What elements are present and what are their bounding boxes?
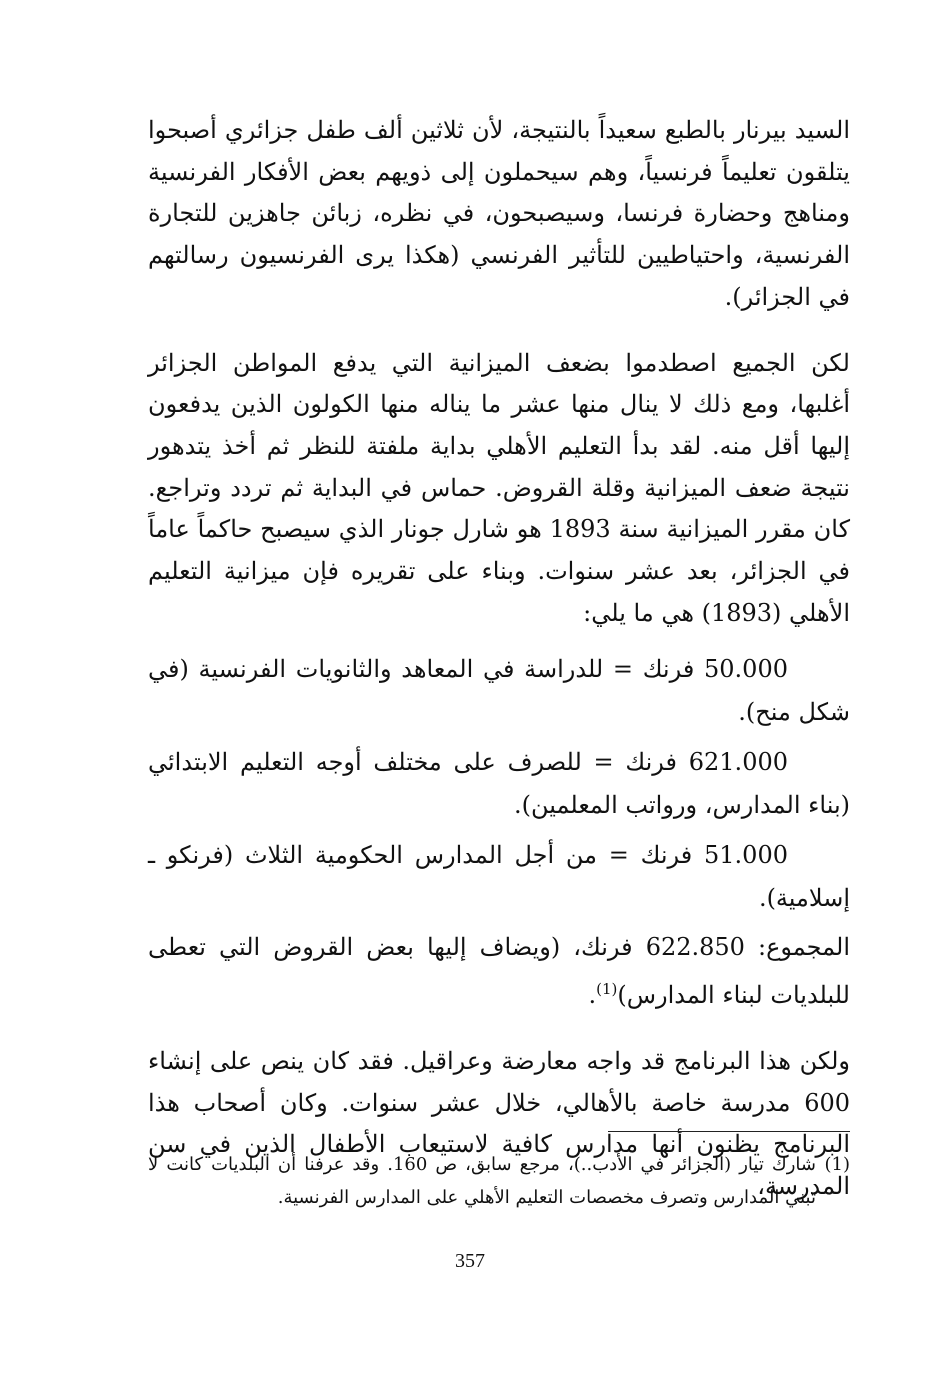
footnote-reference: (1)	[596, 980, 618, 999]
budget-item-scholarships: 50.000 فرنك = للدراسة في المعاهد والثانويات الفرنسية (في شكل منح).	[148, 655, 850, 727]
footnote-text: شارك تيار (الجزائر في الأدب..)، مرجع سابق، ص 160. وقد عرفنا أن البلديات كانت لا تبني المدارس وتصرف مخصصات التعليم الأهلي على المدارس الفرنسية.	[148, 1154, 816, 1208]
budget-total	[148, 927, 850, 1016]
footnote-separator	[608, 1131, 850, 1132]
budget-total-end: .	[588, 981, 597, 1010]
budget-total-text: المجموع: 622.850 فرنك، (ويضاف إليها بعض القروض التي تعطى للبلديات لبناء المدارس)	[148, 933, 851, 1010]
paragraph-budget-weakness: لكن الجميع اصطدموا بضعف الميزانية التي يدفع المواطن الجزائر أغلبها، ومع ذلك لا ينال منها عشر ما يناله منها الكولون الذين يدفعون إليها أقل منه. لقد بدأ التعليم الأهلي بداية ملفتة للنظر ثم أخذ يتدهور نتيجة ضعف الميزانية وقلة القروض. حماس في البداية ثم تردد وتراجع. كان مقرر الميزانية سنة 1893 هو شارل جونار الذي سيصبح حاكماً عاماً في الجزائر، بعد عشر سنوات. وبناء على تقريره فإن ميزانية التعليم الأهلي (1893) هي ما يلي:	[148, 348, 850, 627]
paragraph-program-opposition: ولكن هذا البرنامج قد واجه معارضة وعراقيل. فقد كان ينص على إنشاء 600 مدرسة خاصة بالأهالي، خلال عشر سنوات. وكان أصحاب هذا البرنامج يظنون أنها مدارس كافية لاستيعاب الأطفال الذين في سن المدرسة،	[148, 1046, 851, 1200]
footnote-1	[148, 1148, 850, 1214]
footnote-marker: (1)	[824, 1154, 850, 1175]
paragraph-bernard-result: السيد بيرنار بالطبع سعيداً بالنتيجة، لأن ثلاثين ألف طفل جزائري أصبحوا يتلقون تعليماً فرنسياً، وهم سيحملون إلى ذويهم بعض الأفكار الفرنسية ومناهج وحضارة فرنسا، وسيصبحون، في نظره، زبائن جاهزين للتجارة الفرنسية، واحتياطيين للتأثير الفرنسي (هكذا يرى الفرنسيون رسالتهم في الجزائر).	[148, 116, 850, 311]
page-number: 357	[455, 1250, 485, 1272]
budget-item-primary-education: 621.000 فرنك = للصرف على مختلف أوجه التعليم الابتدائي (بناء المدارس، ورواتب المعلمين).	[148, 748, 850, 820]
budget-item-government-schools: 51.000 فرنك = من أجل المدارس الحكومية الثلاث (فرنكو ـ إسلامية).	[148, 841, 850, 913]
footnotes	[148, 1148, 850, 1214]
page-body	[148, 110, 850, 1208]
